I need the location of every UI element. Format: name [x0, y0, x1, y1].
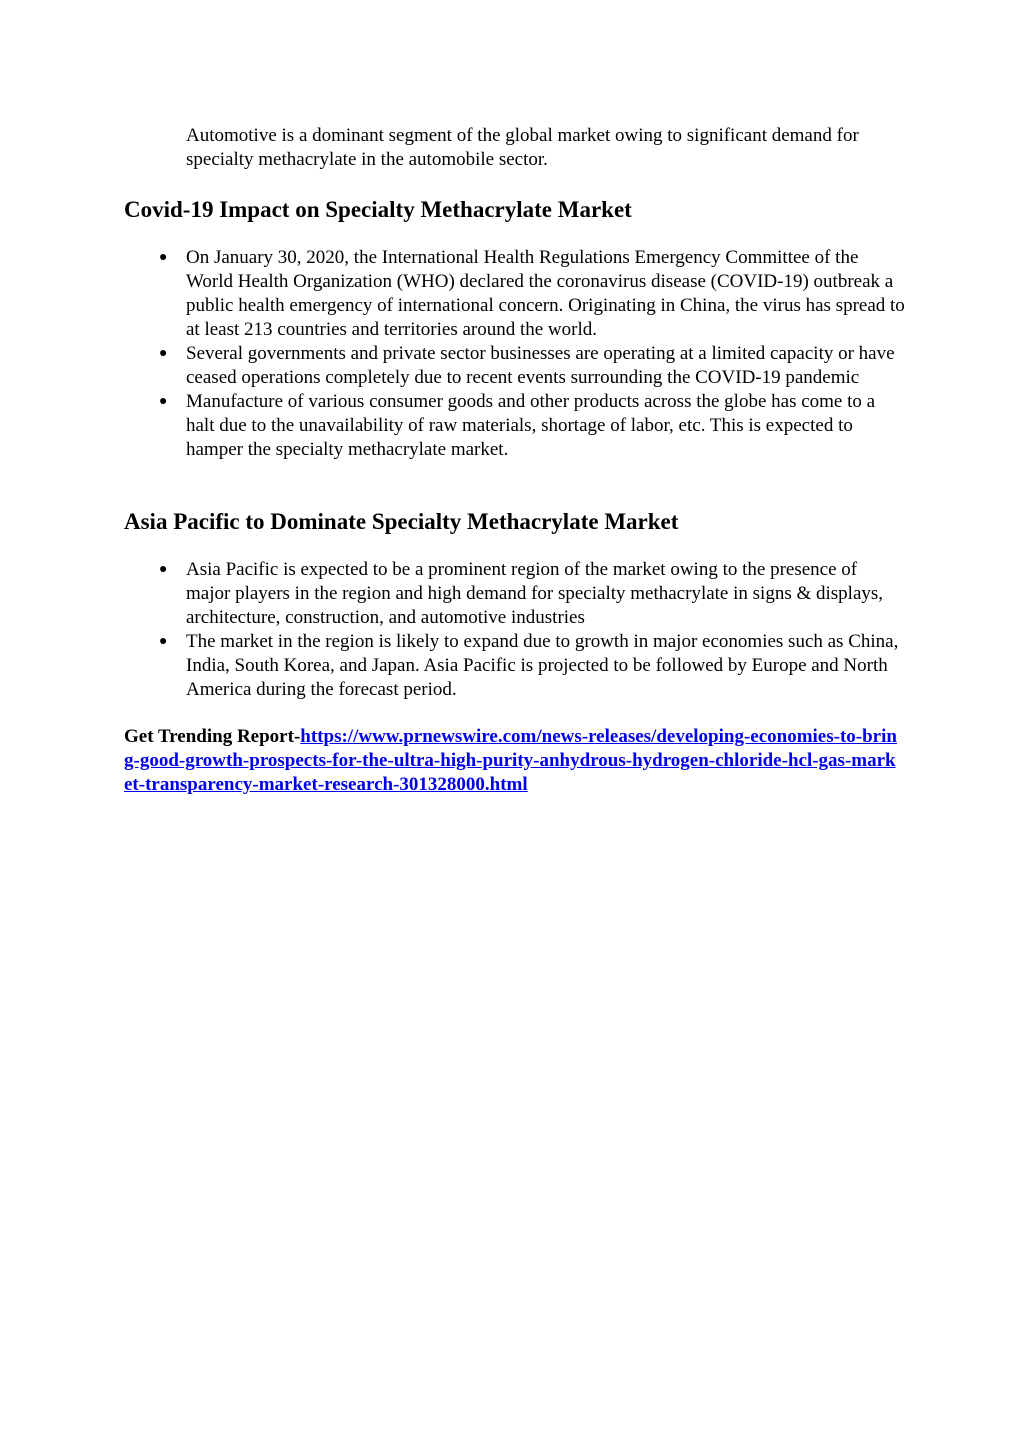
list-item-text: On January 30, 2020, the International Health Regulations Emergency Committee of the World Health Organization (WHO) declared the coronavirus disease (COVID-19) outbreak a public health emergency of international concern. Originating in China, the virus has spread to at least 213 countries and territories around the world. [186, 247, 905, 340]
bullet-icon: ● [159, 634, 168, 649]
intro-paragraph: Automotive is a dominant segment of the global market owing to significant demand for specialty methacrylate in the automobile sector. [186, 125, 859, 170]
bullet-icon: ● [159, 562, 168, 577]
bullet-icon: ● [159, 346, 168, 361]
trending-report-link[interactable]: https://www.prnewswire.com/news-releases/developing-economies-to-bring-good-growth-prospects-for-the-ultra-high-purity-anhydrous-hydrogen-chloride-hcl-gas-market-transparency-market-research-301328000.html [124, 726, 897, 795]
covid-impact-heading: Covid-19 Impact on Specialty Methacrylate Market [124, 197, 632, 222]
list-item-text: Several governments and private sector businesses are operating at a limited capacity or have ceased operations completely due to recent events surrounding the COVID-19 pandemic [186, 343, 895, 388]
list-item-text: The market in the region is likely to expand due to growth in major economies such as China, India, South Korea, and Japan. Asia Pacific is projected to be followed by Europe and North America during the forecast period. [186, 631, 899, 700]
covid-impact-list [159, 246, 906, 462]
trending-report [124, 725, 904, 797]
asia-pacific-list [159, 558, 906, 702]
list-item [159, 630, 906, 702]
list-item [159, 558, 906, 630]
trending-report-label: Get Trending Report- [124, 726, 301, 747]
asia-pacific-heading: Asia Pacific to Dominate Specialty Methacrylate Market [124, 509, 679, 534]
list-item [159, 390, 906, 462]
list-item [159, 342, 906, 390]
list-item-text: Asia Pacific is expected to be a prominent region of the market owing to the presence of major players in the region and high demand for specialty methacrylate in signs & displays, architecture, construction, and automotive industries [186, 559, 884, 628]
bullet-icon: ● [159, 250, 168, 265]
list-item-text: Manufacture of various consumer goods and other products across the globe has come to a halt due to the unavailability of raw materials, shortage of labor, etc. This is expected to hamper the specialty methacrylate market. [186, 391, 876, 460]
list-item [159, 246, 906, 342]
bullet-icon: ● [159, 394, 168, 409]
